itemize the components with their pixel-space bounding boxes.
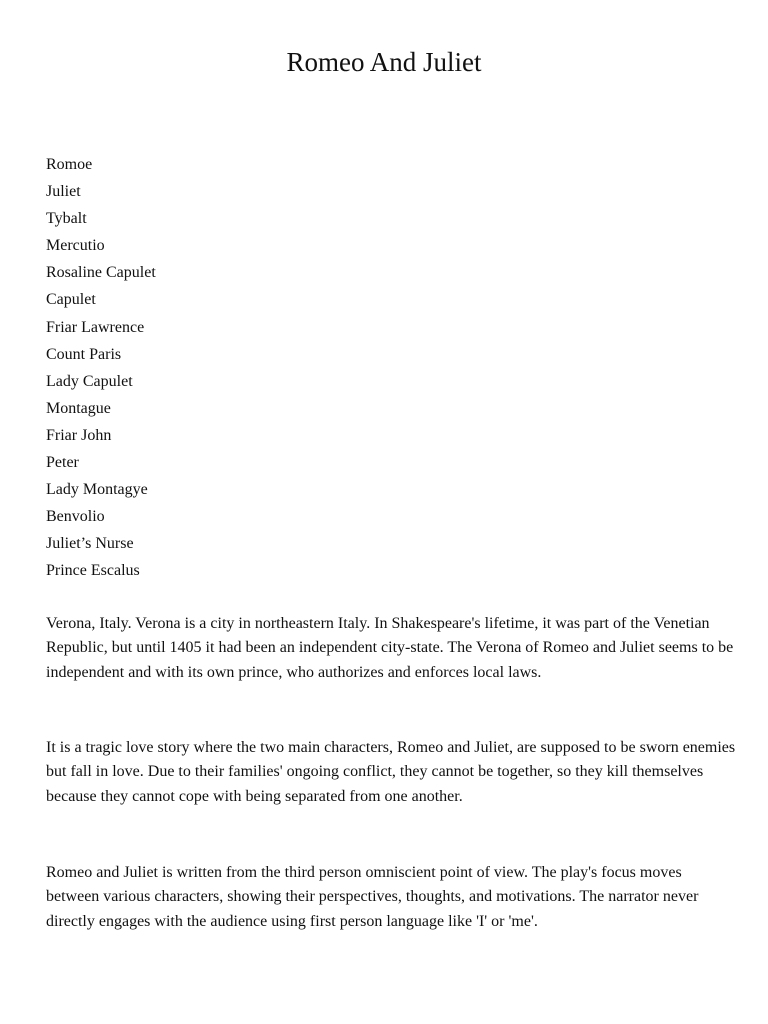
character-list [46,151,156,585]
character-item: Montague [46,399,111,417]
character-item: Mercutio [46,237,105,255]
plot-paragraph: It is a tragic love story where the two main characters, Romeo and Juliet, are supposed to be sworn enemies but fall in love. Due to their families' ongoing conflict, they cannot be together, so they kill themselves because they cannot cope with being separated from one another. [46,739,736,805]
character-item: Friar John [46,426,112,444]
character-item: Rosaline Capulet [46,264,156,282]
character-item: Peter [46,454,79,472]
character-item: Lady Montagye [46,481,148,499]
setting-paragraph: Verona, Italy. Verona is a city in northeastern Italy. In Shakespeare's lifetime, it was part of the Venetian Republic, but until 1405 it had been an independent city-state. The Verona of Romeo and Juliet seems to be independent and with its own prince, who authorizes and enforces local laws. [46,615,734,681]
character-item: Tybalt [46,210,87,228]
character-item: Count Paris [46,345,122,363]
point-of-view-paragraph: Romeo and Juliet is written from the third person omniscient point of view. The play's focus moves between various characters, showing their perspectives, thoughts, and motivations. The narrator never directly engages with the audience using first person language like 'I' or 'me'. [46,864,699,930]
character-item: Romoe [46,156,93,173]
character-item: Prince Escalus [46,562,140,580]
character-item: Benvolio [46,508,105,526]
document-title: Romeo And Juliet [286,47,482,77]
character-item: Capulet [46,291,96,309]
character-item: Juliet [46,183,81,201]
character-item: Friar Lawrence [46,318,145,336]
character-item: Juliet’s Nurse [46,535,134,553]
character-item: Lady Capulet [46,372,133,390]
